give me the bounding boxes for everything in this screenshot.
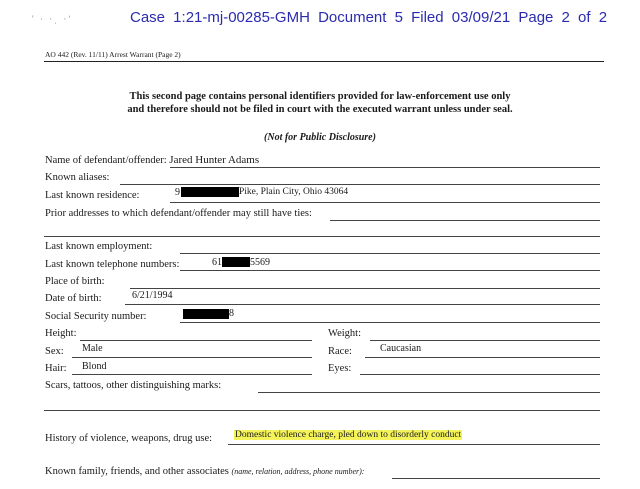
- sex-label: Sex:: [45, 346, 64, 357]
- race-value: Caucasian: [380, 343, 422, 354]
- sex-line: [72, 357, 312, 358]
- hair-line: [72, 374, 312, 375]
- hair-value: Blond: [82, 361, 107, 372]
- weight-line: [370, 340, 600, 341]
- weight-label: Weight:: [328, 328, 361, 339]
- name-line: [170, 167, 600, 168]
- form-id: AO 442 (Rev. 11/11) Arrest Warrant (Page 2): [45, 50, 181, 59]
- employment-label: Last known employment:: [45, 241, 153, 252]
- scars-label: Scars, tattoos, other distinguishing marks:: [45, 380, 222, 391]
- dob-value: 6/21/1994: [132, 290, 173, 301]
- not-public-label: (Not for Public Disclosure): [264, 132, 376, 143]
- aliases-label: Known aliases:: [45, 172, 110, 183]
- dob-line: [125, 304, 600, 305]
- race-label: Race:: [328, 346, 352, 357]
- associates-label-text: Known family, friends, and other associates: [45, 466, 229, 477]
- ssn-suffix: 8: [229, 308, 234, 319]
- race-line: [365, 357, 600, 358]
- residence-prefix: 9: [175, 187, 180, 198]
- phone-suffix: 5569: [250, 257, 270, 268]
- pob-label: Place of birth:: [45, 276, 105, 287]
- phone-prefix: 61: [212, 257, 222, 268]
- ssn-label: Social Security number:: [45, 311, 147, 322]
- name-label: [45, 154, 259, 166]
- history-highlight: Domestic violence charge, pled down to disorderly conduct: [235, 430, 462, 440]
- dob-label: Date of birth:: [45, 293, 102, 304]
- height-line: [80, 340, 312, 341]
- associates-label: [45, 466, 364, 477]
- hair-label: Hair:: [45, 363, 67, 374]
- history-value: [234, 430, 462, 440]
- aliases-line: [120, 184, 600, 185]
- prior-addresses-label: Prior addresses to which defendant/offender may still have ties:: [45, 208, 312, 219]
- residence-label: Last known residence:: [45, 190, 140, 201]
- history-line: [228, 444, 600, 445]
- pob-line: [130, 288, 600, 289]
- eyes-line: [360, 374, 600, 375]
- scars-line-2: [44, 410, 600, 411]
- prior-addresses-line: [330, 220, 600, 221]
- phone-label: Last known telephone numbers:: [45, 259, 180, 270]
- eyes-label: Eyes:: [328, 363, 352, 374]
- notice-line-2: and therefore should not be filed in court with the executed warrant unless under seal.: [127, 104, 513, 115]
- residence-suffix: Pike, Plain City, Ohio 43064: [239, 187, 349, 197]
- residence-line: [170, 202, 600, 203]
- phone-line: [180, 270, 600, 271]
- notice-line-1: This second page contains personal identifiers provided for law-enforcement use only: [129, 91, 511, 102]
- associates-line: [392, 478, 600, 479]
- name-label-text: Name of defendant/offender:: [45, 155, 167, 166]
- ssn-line: [180, 322, 600, 323]
- redaction-bar: [181, 187, 239, 197]
- redaction-bar: [183, 309, 229, 319]
- confidentiality-notice: [40, 90, 600, 116]
- margin-scribble: ' · ·ˌ ·ʹ: [32, 14, 73, 24]
- redaction-bar: [222, 257, 250, 267]
- scars-line: [258, 392, 600, 393]
- employment-line: [180, 253, 600, 254]
- height-label: Height:: [45, 328, 77, 339]
- history-label: History of violence, weapons, drug use:: [45, 433, 213, 444]
- header-divider: [44, 61, 604, 62]
- prior-addresses-line-2: [44, 236, 600, 237]
- sex-value: Male: [82, 343, 103, 354]
- case-header: Case 1:21-mj-00285-GMH Document 5 Filed 03/09/21 Page 2 of 2: [130, 9, 608, 26]
- associates-hint: (name, relation, address, phone number):: [231, 467, 365, 476]
- name-value: Jared Hunter Adams: [169, 154, 260, 166]
